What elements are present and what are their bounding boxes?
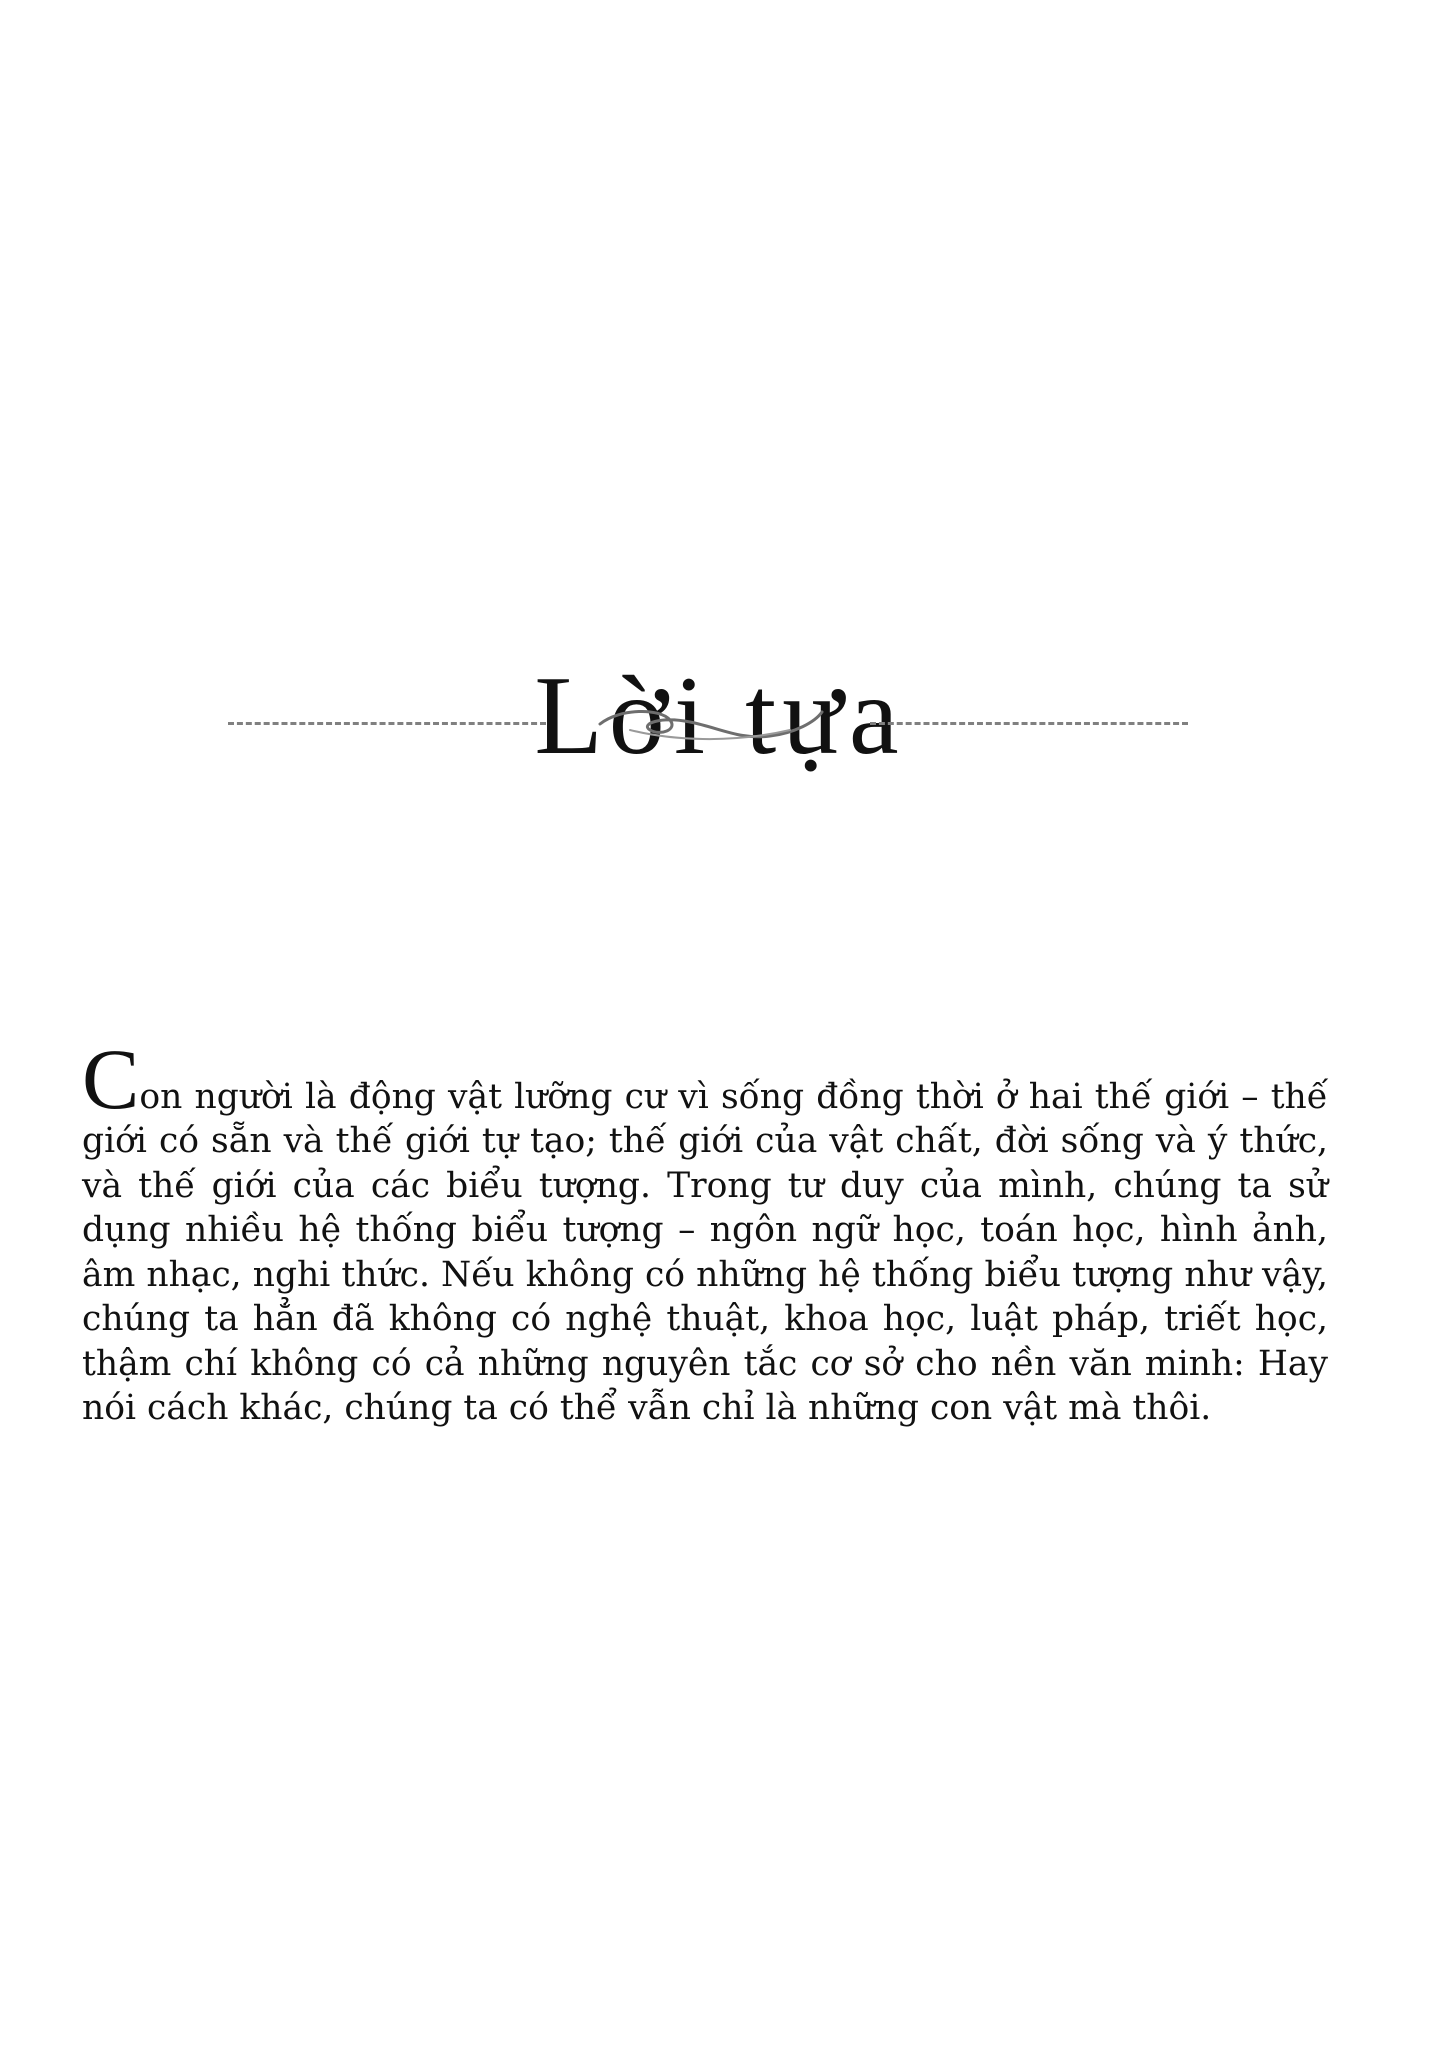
dashed-rule-left [228, 722, 546, 725]
page-title: Lời tựa [534, 654, 905, 779]
preface-paragraph [82, 1030, 1328, 1431]
title-divider [0, 700, 1439, 750]
paragraph-text: on người là động vật lưỡng cư vì sống đồng thời ở hai thế giới – thế giới có sẵn và thế giới tự tạo; thế giới của vật chất, đời sống và ý thức, và thế giới của các biểu tượng. Trong tư duy của mình, chúng ta sử dụng nhiều hệ thống biểu tượng – ngôn ngữ học, toán học, hình ảnh, âm nhạc, nghi thức. Nếu không có những hệ thống biểu tượng như vậy, chúng ta hẳn đã không có nghệ thuật, khoa học, luật pháp, triết học, thậm chí không có cả những nguyên tắc cơ sở cho nền văn minh: Hay nói cách khác, chúng ta có thể vẫn chỉ là những con vật mà thôi. [82, 1076, 1328, 1428]
dashed-rule-right [870, 722, 1188, 725]
flourish-icon [590, 700, 830, 750]
drop-cap: C [82, 1030, 140, 1127]
